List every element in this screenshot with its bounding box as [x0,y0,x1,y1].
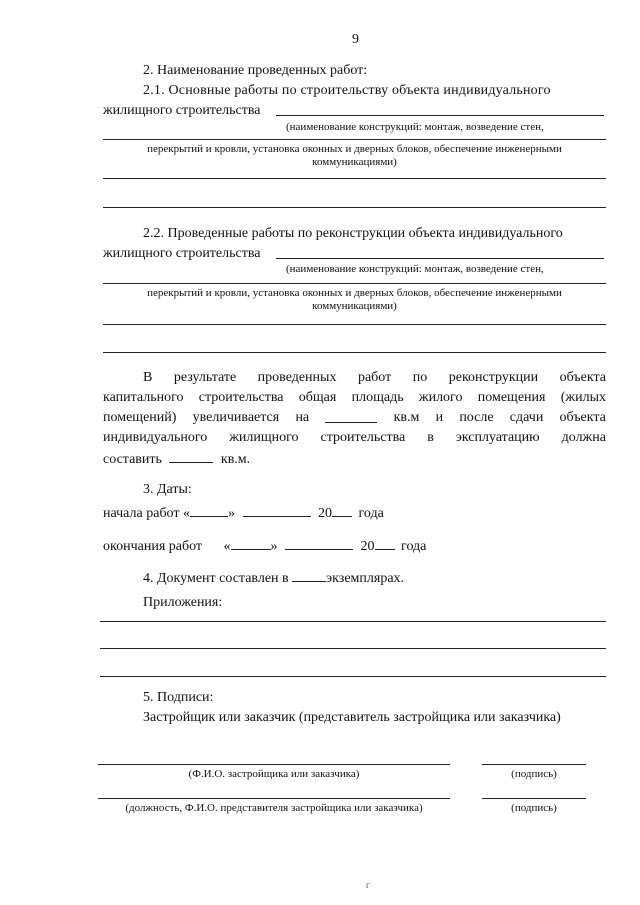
start-year-blank[interactable] [332,503,352,517]
section-2-2-fill-line-4[interactable] [103,352,606,353]
word: капитального [103,390,184,405]
word: на [295,410,310,425]
word: сдачи [509,410,544,425]
end-year-blank[interactable] [375,536,395,550]
start-month-blank[interactable] [243,503,311,517]
appendix-line-3[interactable] [100,676,606,677]
section-2-heading: 2. Наименование проведенных работ: [143,63,368,78]
section-2-1-fill-line-2[interactable] [103,139,606,140]
word: должна [561,430,606,445]
section-5-heading: 5. Подписи: [143,690,214,705]
result-paragraph-line-1 [143,369,606,387]
section-2-1-fill-line[interactable] [276,115,604,116]
section-2-2-hint-3: коммуникациями) [312,300,397,312]
result-paragraph-line-3 [103,409,606,427]
copies-label: 4. Документ составлен в [143,571,289,586]
developer-label: Застройщик или заказчик (представитель застройщика или заказчика) [143,710,561,725]
page-number: 9 [352,32,359,47]
position-signature-line[interactable] [98,798,450,799]
section-2-2-hint-2: перекрытий и кровли, установка оконных и дверных блоков, обеспечение инженерными [147,287,562,299]
word: и [435,410,444,425]
position-hint: (должность, Ф.И.О. представителя застройщика или заказчика) [125,802,423,814]
start-day-blank[interactable] [190,503,228,517]
year-suffix: года [358,506,384,521]
word: составить [103,452,162,467]
word: проведенных [257,370,337,385]
section-2-2-line-2: жилищного строительства [103,246,261,261]
word: по [412,370,428,385]
word: эксплуатацию [455,430,540,445]
appendix-label: Приложения: [143,595,223,610]
total-area-blank[interactable] [169,449,213,463]
word: объекта [559,370,606,385]
section-3-heading: 3. Даты: [143,482,192,497]
section-2-1-hint-1: (наименование конструкций: монтаж, возведение стен, [286,121,544,133]
signature-line-1[interactable] [482,764,586,765]
quote-close: » [228,506,235,521]
section-2-2-line-1: 2.2. Проведенные работы по реконструкции объекта индивидуального [143,226,563,241]
result-paragraph-line-2 [103,389,606,407]
word: реконструкции [448,370,539,385]
year-prefix: 20 [318,506,332,521]
year-suffix: года [401,539,427,554]
section-2-2-fill-line[interactable] [276,258,604,259]
result-paragraph-line-4 [103,429,606,447]
copies-count-blank[interactable] [292,568,326,582]
area-increase-blank[interactable] [325,409,377,423]
word: увеличивается [192,410,280,425]
appendix-line-1[interactable] [100,621,606,622]
result-paragraph-line-5 [103,449,250,469]
word: кв.м. [220,452,251,467]
end-date-row [103,536,426,556]
word: (жилых [560,390,606,405]
section-2-1-line-1: 2.1. Основные работы по строительству объекта индивидуального [143,83,551,98]
word: жилищного [229,430,299,445]
signature-hint-2: (подпись) [511,802,557,814]
word: строительства [320,430,406,445]
year-prefix: 20 [360,539,375,554]
section-2-2-fill-line-2[interactable] [103,283,606,284]
fio-signature-line[interactable] [98,764,450,765]
appendix-line-2[interactable] [100,648,606,649]
word: жилого [418,390,463,405]
section-2-1-hint-3: коммуникациями) [312,156,397,168]
word: площадь [351,390,404,405]
word: в [427,430,434,445]
section-2-1-fill-line-4[interactable] [103,207,606,208]
word: строительства [198,390,284,405]
end-day-blank[interactable] [231,536,271,550]
section-2-2-fill-line-3[interactable] [103,324,606,325]
quote-open: « [223,539,231,554]
word: объекта [559,410,606,425]
section-2-1-fill-line-3[interactable] [103,178,606,179]
end-date-label: окончания работ [103,539,203,554]
quote-close: » [270,539,278,554]
section-4-row [143,568,404,588]
word: кв.м [393,410,420,425]
word: результате [173,370,237,385]
word: индивидуального [103,430,208,445]
signature-line-2[interactable] [482,798,586,799]
start-date-label: начала работ « [103,506,190,521]
copies-suffix: экземплярах. [326,571,405,586]
word: помещения [477,390,546,405]
word: после [459,410,494,425]
section-2-2-hint-1: (наименование конструкций: монтаж, возведение стен, [286,263,544,275]
section-2-1-hint-2: перекрытий и кровли, установка оконных и дверных блоков, обеспечение инженерными [147,143,562,155]
word: работ [357,370,392,385]
footer-mark: г [366,880,370,890]
word: общая [298,390,337,405]
signature-hint-1: (подпись) [511,768,557,780]
fio-hint: (Ф.И.О. застройщика или заказчика) [188,768,360,780]
start-date-row [103,503,384,523]
word: В [143,370,153,385]
section-2-1-line-2: жилищного строительства [103,103,261,118]
end-month-blank[interactable] [285,536,353,550]
word: помещений) [103,410,177,425]
